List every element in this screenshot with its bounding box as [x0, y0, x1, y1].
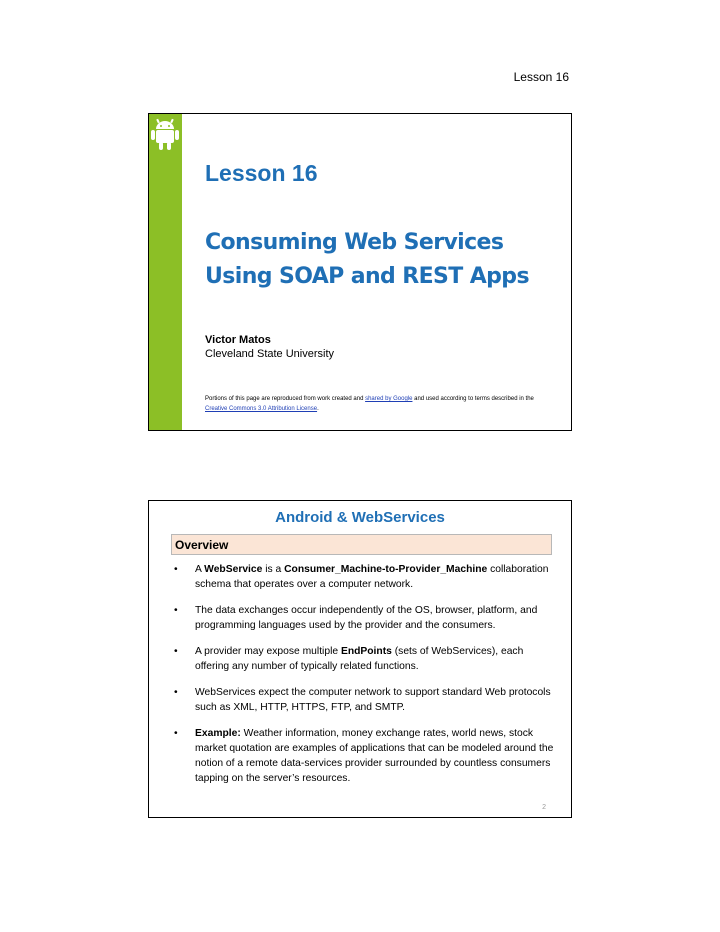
android-robot-icon [151, 116, 179, 152]
bullet-marker: • [174, 728, 178, 739]
list-item [171, 562, 556, 592]
list-item [171, 644, 556, 674]
text: A [195, 564, 205, 575]
subtitle-line-2: Using SOAP and REST Apps [205, 264, 529, 289]
license-note [205, 394, 555, 414]
author-affiliation: Cleveland State University [205, 348, 335, 360]
license-text-3: . [317, 406, 319, 412]
overview-slide [148, 500, 572, 818]
author-name: Victor Matos [205, 334, 271, 346]
title-slide [148, 113, 572, 431]
bold-term: Example: [195, 728, 241, 739]
slide-title: Android & WebServices [275, 509, 445, 526]
text: A provider may expose multiple [195, 646, 341, 657]
page-header-lesson: Lesson 16 [513, 70, 569, 84]
subtitle-line-1: Consuming Web Services [205, 230, 504, 255]
list-item [171, 685, 556, 715]
shared-by-google-link[interactable]: shared by Google [365, 396, 413, 402]
slide-title: Lesson 16 [205, 160, 318, 186]
bullet-marker: • [174, 605, 178, 616]
bullet-list [171, 562, 556, 797]
license-text-1: Portions of this page are reproduced from work created and [205, 396, 366, 402]
text: collaboration schema that operates over a computer network. [195, 564, 549, 590]
accent-bar [149, 114, 182, 430]
text: (sets of WebServices), each offering any number of typically related functions. [195, 646, 524, 672]
page-number: 2 [542, 804, 546, 811]
bold-term: WebService [204, 564, 263, 575]
bullet-marker: • [174, 564, 178, 575]
section-heading: Overview [171, 534, 552, 555]
bold-term: EndPoints [340, 646, 392, 657]
bold-term: Consumer_Machine-to-Provider_Machine [284, 564, 488, 575]
list-item [171, 726, 556, 786]
bullet-marker: • [174, 646, 178, 657]
bullet-marker: • [174, 687, 178, 698]
license-text-2: and used according to terms described in the [412, 396, 534, 402]
text: WebServices expect the computer network to support standard Web protocols such as XML, HTTP, HTTPS, FTP, and SMTP. [195, 687, 551, 713]
text: is a [262, 564, 285, 575]
list-item [171, 603, 556, 633]
slide-subtitle [205, 226, 565, 294]
creative-commons-link[interactable]: Creative Commons 3.0 Attribution License [205, 406, 318, 412]
text: Weather information, money exchange rates, world news, stock market quotation are examples of applications that can be modeled around the notion of a remote data-services provider surrounded by countless consumers tapping on the server’s resources. [195, 728, 554, 784]
text: The data exchanges occur independently of the OS, browser, platform, and programming languages used by the provider and the consumers. [195, 605, 538, 631]
